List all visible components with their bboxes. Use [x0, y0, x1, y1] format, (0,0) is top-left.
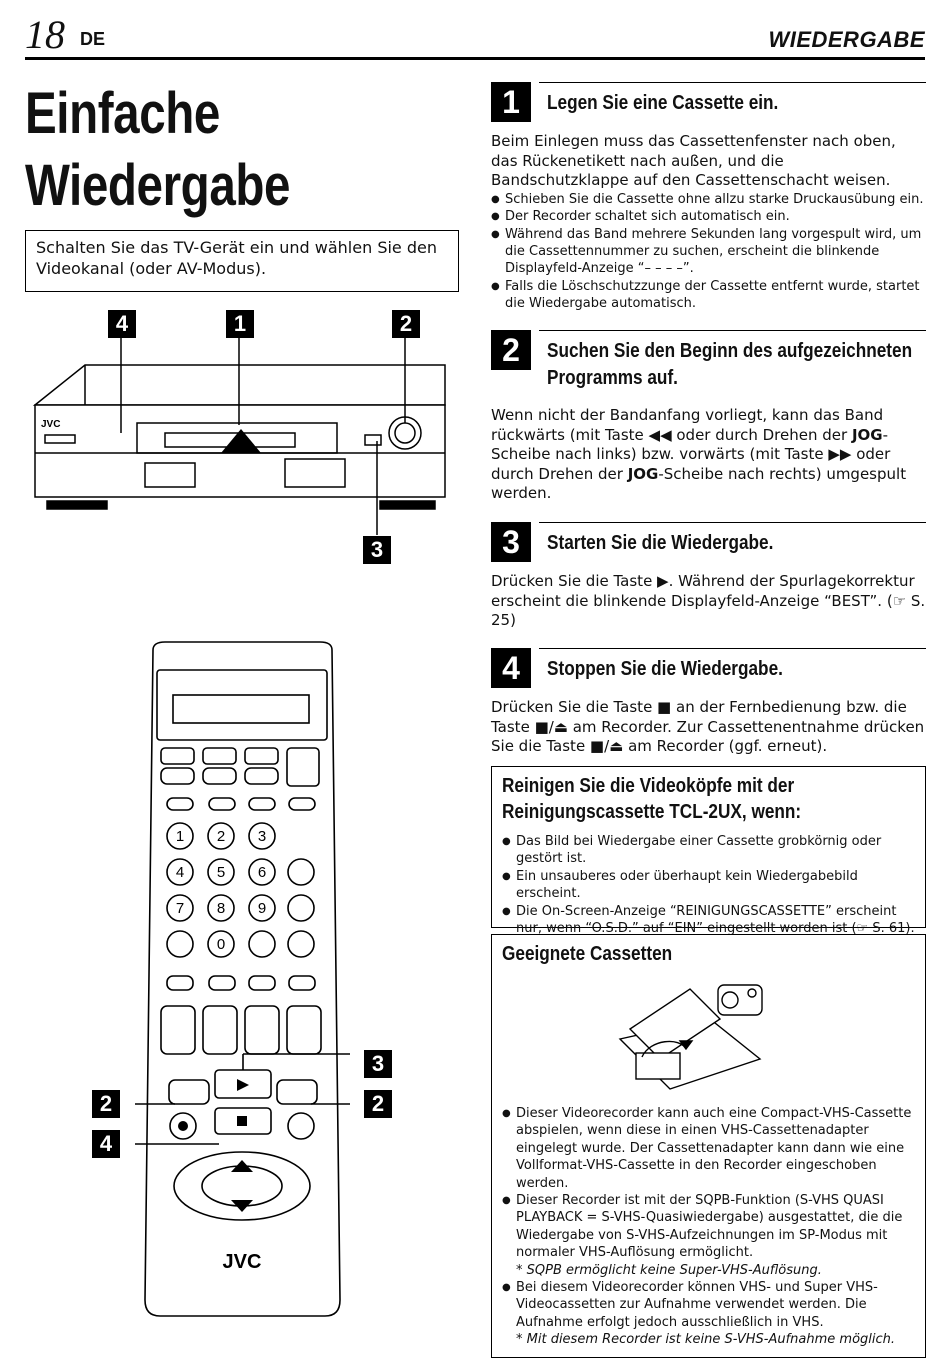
step-3-heading: Starten Sie die Wiedergabe. [547, 532, 774, 554]
page-header [25, 12, 925, 60]
step-3-number: 3 [491, 522, 531, 562]
step-2-heading [547, 338, 925, 392]
step-2-jog-2: JOG [627, 464, 659, 483]
vcr-callout-1: 1 [226, 310, 254, 338]
cleaning-list [502, 833, 915, 937]
remote-stop-icon [237, 1116, 247, 1126]
step-4-rule [539, 648, 926, 649]
cassettes-note-1: * SQPB ermöglicht keine Super-VHS-Auflösung. [516, 1262, 822, 1278]
cassettes-bullet-2: ● Dieser Recorder ist mit der SQPB-Funktion (S-VHS QUASI PLAYBACK = S-VHS-Quasiwiedergabe) ausgestattet, die die Wiedergabe von S-VHS-Aufzeichnungen im SP-Modus mit normaler VHS-Auflösung ermöglicht. [502, 1192, 915, 1262]
step-1-text: Beim Einlegen muss das Cassettenfenster nach oben, das Rückenetikett nach außen, und die Bandschutzklappe auf den Cassettenschacht weisen. [491, 132, 896, 190]
cleaning-bullet-1: ● Das Bild bei Wiedergabe einer Cassette grobkörnig oder gestört ist. [502, 833, 915, 868]
step-3-rule [539, 522, 926, 523]
remote-key-7: 7 [175, 900, 185, 917]
section-title: WIEDERGABE [768, 27, 925, 52]
step-2-text [491, 406, 926, 504]
step-3-text: Drücken Sie die Taste ▶. Während der Spurlagekorrektur erscheint die blinkende Displayfeld-Anzeige “BEST”. (☞ S. 25) [491, 572, 926, 630]
remote-key-3: 3 [257, 828, 267, 845]
cassettes-box [491, 934, 926, 1358]
remote-callout-4: 4 [92, 1130, 120, 1158]
step-4-number: 4 [491, 648, 531, 688]
step-2-heading-line-1: Suchen Sie den Beginn des aufgezeichneten [547, 340, 913, 362]
step-4-heading: Stoppen Sie die Wiedergabe. [547, 658, 783, 680]
step-2-heading-line-2: Programms auf. [547, 367, 678, 389]
step-1-number: 1 [491, 82, 531, 122]
step-1-body [491, 132, 926, 313]
remote-callout-2-right: 2 [364, 1090, 392, 1118]
step-2-jog-1: JOG [851, 425, 883, 444]
step-2-text-c: -Scheibe nach rechts) umgespult werden. [491, 464, 907, 503]
step-1-bullet-2: ● Der Recorder schaltet sich automatisch ein. [491, 208, 926, 225]
cassettes-note-2: * Mit diesem Recorder ist keine S-VHS-Aufnahme möglich. [516, 1332, 896, 1348]
step-2-text-a: Wenn nicht der Bandanfang vorliegt, kann das Band rückwärts (mit Taste ◀◀ oder durch Drehen der [491, 406, 884, 444]
cassette-adapter-illustration [590, 979, 770, 1097]
page-title-line-2: Wiedergabe [25, 153, 291, 218]
remote-key-8: 8 [216, 900, 226, 917]
step-1-bullet-3: ● Während das Band mehrere Sekunden lang vorgespult wird, um die Cassettennummer zu suchen, erscheint die blinkende Displayfeld-Anzeige “– – – –”. [491, 226, 926, 278]
step-1-rule [539, 82, 926, 83]
remote-key-6: 6 [257, 864, 267, 881]
remote-key-9: 9 [257, 900, 267, 917]
page-title [25, 78, 386, 222]
remote-record-icon [178, 1121, 188, 1131]
cassettes-bullet-3: ● Bei diesem Videorecorder können VHS- und Super VHS-Videocassetten zur Aufnahme verwendet werden. Die Aufnahme erfolgt jedoch ausschließlich in VHS. [502, 1279, 915, 1331]
vcr-callout-3: 3 [363, 536, 391, 564]
step-1-bullet-1: ● Schieben Sie die Cassette ohne allzu starke Druckausübung ein. [491, 191, 926, 208]
page-number: 18 [25, 12, 65, 57]
cassettes-heading: Geeignete Cassetten [502, 943, 673, 965]
remote-callout-3: 3 [364, 1050, 392, 1078]
cleaning-bullet-2: ● Ein unsauberes oder überhaupt kein Wiedergabebild erscheint. [502, 868, 915, 903]
remote-key-4: 4 [175, 864, 185, 881]
step-2-number: 2 [491, 330, 531, 370]
cleaning-heading [502, 773, 906, 825]
remote-brand: JVC [222, 1251, 262, 1273]
remote-illustration [135, 640, 350, 1320]
vcr-brand: JVC [41, 419, 61, 430]
vcr-callout-2: 2 [392, 310, 420, 338]
remote-key-0: 0 [216, 936, 226, 953]
intro-box: Schalten Sie das TV-Gerät ein und wählen Sie den Videokanal (oder AV-Modus). [25, 230, 459, 292]
cleaning-heading-line-2: Reinigungscassette TCL-2UX, wenn: [502, 801, 802, 823]
cleaning-heading-line-1: Reinigen Sie die Videoköpfe mit der [502, 775, 795, 797]
step-4-text: Drücken Sie die Taste ■ an der Fernbedienung bzw. die Taste ■/⏏ am Recorder. Zur Cassettenentnahme drücken Sie die Taste ■/⏏ am Recorder (ggf. erneut). [491, 698, 925, 756]
cleaning-bullet-3: ● Die On-Screen-Anzeige “REINIGUNGSCASSETTE” erscheint nur, wenn “O.S.D.” auf “EIN” eingestellt worden ist (☞ S. 61). [502, 903, 915, 938]
cleaning-box [491, 766, 926, 937]
step-1-heading: Legen Sie eine Cassette ein. [547, 92, 779, 114]
step-1-bullet-4: ● Falls die Löschschutzzunge der Cassette entfernt wurde, startet die Wiedergabe automatisch. [491, 278, 926, 313]
remote-key-2: 2 [216, 828, 226, 845]
page-language: DE [80, 29, 106, 49]
cassettes-bullet-1: ● Dieser Videorecorder kann auch eine Compact-VHS-Cassette abspielen, wenn diese in einen VHS-Cassettenadapter eingelegt wurde. Der Cassettenadapter kann dann wie eine Vollformat-VHS-Cassette in den Recorder eingeschoben werden. [502, 1105, 915, 1192]
vcr-illustration [25, 305, 465, 565]
remote-key-1: 1 [175, 828, 185, 845]
vcr-callout-4: 4 [108, 310, 136, 338]
step-2-text-b: -Scheibe nach links) bzw. vorwärts (mit Taste ▶▶ oder durch Drehen der [491, 425, 891, 483]
cassettes-list [502, 1105, 915, 1349]
page-title-line-1: Einfache [25, 81, 220, 146]
step-2-rule [539, 330, 926, 331]
remote-key-5: 5 [216, 864, 226, 881]
remote-callout-2-left: 2 [92, 1090, 120, 1118]
